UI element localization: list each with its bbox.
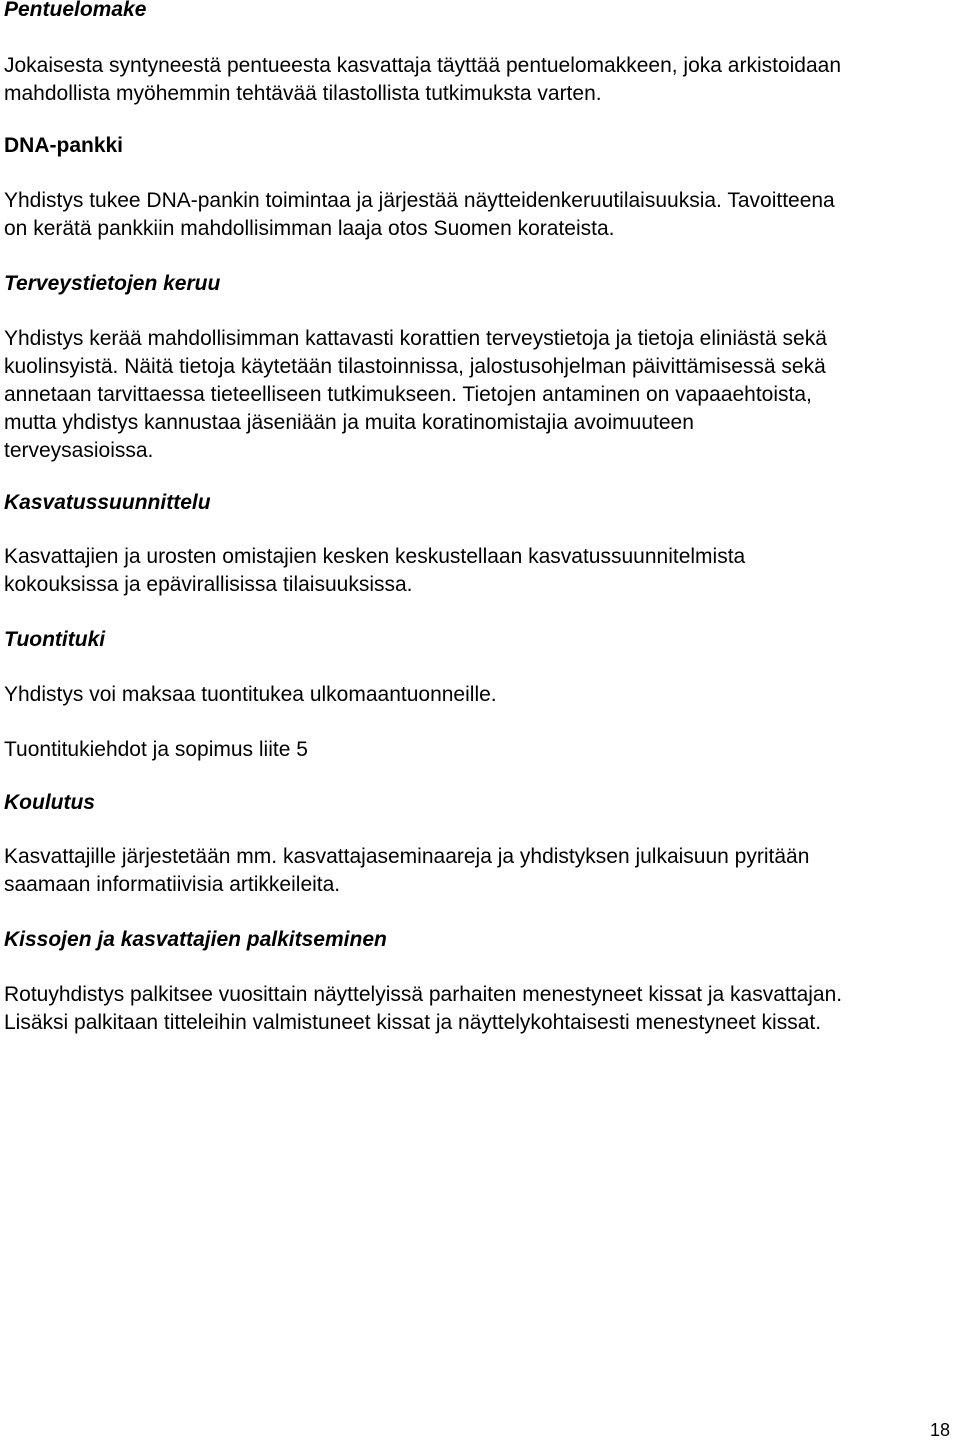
paragraph-line: annetaan tarvittaessa tieteelliseen tutkimukseen. Tietojen antaminen on vapaaehtoista, <box>4 383 812 406</box>
page-number: 18 <box>929 1420 950 1440</box>
paragraph-line: Lisäksi palkitaan titteleihin valmistuneet kissat ja näyttelykohtaisesti menestyneet kissat. <box>4 1011 822 1034</box>
paragraph-line: kokouksissa ja epävirallisissa tilaisuuksissa. <box>4 573 413 596</box>
paragraph-line: saamaan informatiivisia artikkeileita. <box>4 873 341 896</box>
heading-dna-pankki: DNA-pankki <box>4 134 124 157</box>
paragraph-line: terveysasioissa. <box>4 439 154 462</box>
heading-terveystietojen-keruu: Terveystietojen keruu <box>4 272 221 295</box>
paragraph-line: Yhdistys tukee DNA-pankin toimintaa ja järjestää näytteidenkeruutilaisuuksia. Tavoitteena <box>4 189 835 212</box>
paragraph-terveystietojen-keruu <box>4 325 954 465</box>
paragraph-line: mahdollista myöhemmin tehtävää tilastollista tutkimuksta varten. <box>4 82 602 105</box>
paragraph-line: Yhdistys kerää mahdollisimman kattavasti korattien terveystietoja ja tietoja eliniästä sekä <box>4 327 827 350</box>
paragraph-tuontituki <box>4 681 954 709</box>
paragraph-line: Yhdistys voi maksaa tuontitukea ulkomaantuonneille. <box>4 683 497 706</box>
heading-kissojen-palkitseminen: Kissojen ja kasvattajien palkitseminen <box>4 928 387 951</box>
paragraph-line: Jokaisesta syntyneestä pentueesta kasvattaja täyttää pentuelomakkeen, joka arkistoidaan <box>4 54 842 77</box>
paragraph-line: Tuontitukiehdot ja sopimus liite 5 <box>4 738 308 761</box>
paragraph-koulutus <box>4 843 954 899</box>
paragraph-line: mutta yhdistys kannustaa jäseniään ja muita koratinomistajia avoimuuteen <box>4 411 694 434</box>
paragraph-line: on kerätä pankkiin mahdollisimman laaja otos Suomen korateista. <box>4 217 615 240</box>
paragraph-line: Kasvattajien ja urosten omistajien kesken keskustellaan kasvatussuunnitelmista <box>4 545 746 568</box>
heading-kasvatussuunnittelu: Kasvatussuunnittelu <box>4 491 211 514</box>
paragraph-line: Kasvattajille järjestetään mm. kasvattajaseminaareja ja yhdistyksen julkaisuun pyritään <box>4 845 810 868</box>
paragraph-pentuelomake <box>4 52 954 108</box>
paragraph-tuontitukiehdot <box>4 736 954 764</box>
paragraph-line: kuolinsyistä. Näitä tietoja käytetään tilastoinnissa, jalostusohjelman päivittämisessä sekä <box>4 355 826 378</box>
paragraph-line: Rotuyhdistys palkitsee vuosittain näyttelyissä parhaiten menestyneet kissat ja kasvattajan. <box>4 983 843 1006</box>
paragraph-kissojen-palkitseminen <box>4 981 954 1037</box>
paragraph-kasvatussuunnittelu <box>4 543 954 599</box>
heading-pentuelomake: Pentuelomake <box>4 0 147 21</box>
paragraph-dna-pankki <box>4 187 954 243</box>
heading-tuontituki: Tuontituki <box>4 628 106 651</box>
heading-koulutus: Koulutus <box>4 791 95 814</box>
